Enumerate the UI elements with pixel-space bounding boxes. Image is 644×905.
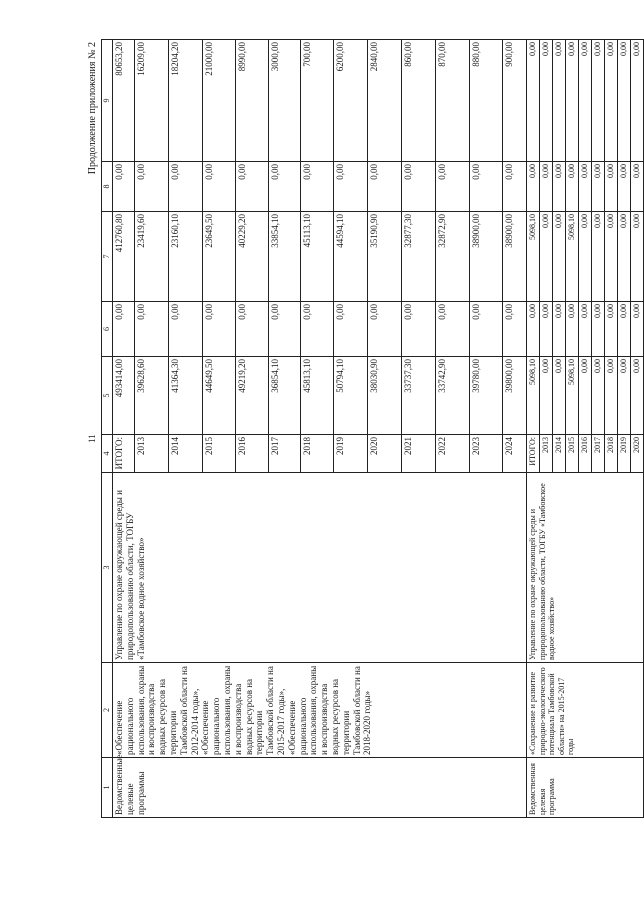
regional-cell: 412760,80 (113, 212, 135, 302)
extrabudget-cell: 0,00 (605, 40, 618, 162)
extrabudget-cell: 880,00 (470, 40, 503, 162)
federal-cell: 0,00 (470, 302, 503, 357)
extrabudget-cell: 0,00 (553, 40, 566, 162)
total-cell: 0,00 (618, 357, 631, 435)
extrabudget-cell: 8990,00 (236, 40, 269, 162)
extrabudget-cell: 0,00 (592, 40, 605, 162)
regional-cell: 0,00 (553, 212, 566, 302)
budget-table (101, 39, 644, 818)
regional-cell: 40229,20 (236, 212, 269, 302)
year-cell: 2016 (236, 435, 269, 473)
extrabudget-cell: 2840,00 (368, 40, 402, 162)
local-cell: 0,00 (135, 162, 169, 212)
local-cell: 0,00 (592, 162, 605, 212)
total-cell: 0,00 (579, 357, 592, 435)
extrabudget-cell: 900,00 (503, 40, 527, 162)
column-header: 7 (102, 212, 113, 302)
extrabudget-cell: 700,00 (301, 40, 334, 162)
local-cell: 0,00 (470, 162, 503, 212)
regional-cell: 0,00 (579, 212, 592, 302)
year-cell: 2017 (592, 435, 605, 473)
federal-cell: 0,00 (631, 302, 644, 357)
total-cell: 38030,90 (368, 357, 402, 435)
table-row (113, 40, 135, 818)
year-cell: 2015 (203, 435, 236, 473)
regional-cell: 23419,60 (135, 212, 169, 302)
federal-cell: 0,00 (540, 302, 553, 357)
total-cell: 39800,00 (503, 357, 527, 435)
total-cell: 0,00 (592, 357, 605, 435)
year-cell: 2020 (368, 435, 402, 473)
local-cell: 0,00 (236, 162, 269, 212)
federal-cell: 0,00 (503, 302, 527, 357)
total-cell: 0,00 (540, 357, 553, 435)
total-cell: 33737,30 (402, 357, 436, 435)
federal-cell: 0,00 (203, 302, 236, 357)
extrabudget-cell: 0,00 (527, 40, 540, 162)
federal-cell: 0,00 (269, 302, 301, 357)
regional-cell: 32872,90 (436, 212, 470, 302)
regional-cell: 0,00 (592, 212, 605, 302)
local-cell: 0,00 (402, 162, 436, 212)
regional-cell: 23649,50 (203, 212, 236, 302)
extrabudget-cell: 860,00 (402, 40, 436, 162)
local-cell: 0,00 (579, 162, 592, 212)
extrabudget-cell: 6200,00 (334, 40, 368, 162)
extrabudget-cell: 0,00 (566, 40, 579, 162)
year-cell: 2024 (503, 435, 527, 473)
regional-cell: 0,00 (618, 212, 631, 302)
year-cell: 2019 (334, 435, 368, 473)
total-cell: 39780,00 (470, 357, 503, 435)
local-cell: 0,00 (436, 162, 470, 212)
year-cell: 2020 (631, 435, 644, 473)
total-cell: 0,00 (553, 357, 566, 435)
year-cell: 2018 (301, 435, 334, 473)
extrabudget-cell: 16209,00 (135, 40, 169, 162)
table-row (527, 40, 540, 818)
extrabudget-cell: 0,00 (579, 40, 592, 162)
federal-cell: 0,00 (135, 302, 169, 357)
total-cell: 39628,60 (135, 357, 169, 435)
federal-cell: 0,00 (113, 302, 135, 357)
column-header: 1 (102, 758, 113, 818)
extrabudget-cell: 870,00 (436, 40, 470, 162)
extrabudget-cell: 3000,00 (269, 40, 301, 162)
local-cell: 0,00 (269, 162, 301, 212)
category-cell: Ведомственная целевая программа (527, 758, 644, 818)
total-cell: 49219,20 (236, 357, 269, 435)
regional-cell: 38900,00 (503, 212, 527, 302)
federal-cell: 0,00 (402, 302, 436, 357)
regional-cell: 23160,10 (169, 212, 203, 302)
federal-cell: 0,00 (436, 302, 470, 357)
program-name-cell: «Обеспечение рационального использования, охраны и воспроизводства водных ресурсов на территории Тамбовской области на 2012-2014 годы», «Обеспечение рационального использования, охраны и воспроизводства водных ресурсов на территории Тамбовской области на 2015-2017 годы», «Обеспечение рационального использования, охраны и воспроизводства водных ресурсов на территории Тамбовской области на 2018-2020 годы» (113, 663, 527, 758)
extrabudget-cell: 21000,00 (203, 40, 236, 162)
regional-cell: 32877,30 (402, 212, 436, 302)
local-cell: 0,00 (113, 162, 135, 212)
total-cell: 493414,00 (113, 357, 135, 435)
extrabudget-cell: 0,00 (631, 40, 644, 162)
continuation-caption: Продолжение приложения № 2 (87, 42, 98, 175)
total-cell: 41364,30 (169, 357, 203, 435)
column-header: 8 (102, 162, 113, 212)
federal-cell: 0,00 (368, 302, 402, 357)
local-cell: 0,00 (368, 162, 402, 212)
total-cell: 0,00 (631, 357, 644, 435)
year-cell: 2016 (579, 435, 592, 473)
local-cell: 0,00 (631, 162, 644, 212)
regional-cell: 5098,10 (566, 212, 579, 302)
year-cell: 2017 (269, 435, 301, 473)
federal-cell: 0,00 (579, 302, 592, 357)
year-cell: 2022 (436, 435, 470, 473)
category-cell: Ведомственные целевые программы (113, 758, 527, 818)
federal-cell: 0,00 (301, 302, 334, 357)
local-cell: 0,00 (540, 162, 553, 212)
year-cell: 2014 (169, 435, 203, 473)
total-cell: 0,00 (605, 357, 618, 435)
program-name-cell: «Сохранение и развитие природно-экологического потенциала Тамбовской области» на 2015-2017 годы (527, 663, 644, 758)
column-header: 9 (102, 40, 113, 162)
year-cell: ИТОГО: (527, 435, 540, 473)
federal-cell: 0,00 (618, 302, 631, 357)
column-header: 6 (102, 302, 113, 357)
extrabudget-cell: 80653,20 (113, 40, 135, 162)
regional-cell: 0,00 (605, 212, 618, 302)
regional-cell: 0,00 (540, 212, 553, 302)
regional-cell: 5098,10 (527, 212, 540, 302)
local-cell: 0,00 (169, 162, 203, 212)
regional-cell: 35190,90 (368, 212, 402, 302)
federal-cell: 0,00 (566, 302, 579, 357)
local-cell: 0,00 (301, 162, 334, 212)
regional-cell: 45113,10 (301, 212, 334, 302)
year-cell: 2021 (402, 435, 436, 473)
local-cell: 0,00 (527, 162, 540, 212)
regional-cell: 44594,10 (334, 212, 368, 302)
local-cell: 0,00 (503, 162, 527, 212)
federal-cell: 0,00 (592, 302, 605, 357)
year-cell: 2014 (553, 435, 566, 473)
year-cell: 2013 (540, 435, 553, 473)
extrabudget-cell: 0,00 (618, 40, 631, 162)
total-cell: 5098,10 (566, 357, 579, 435)
page-number: 11 (87, 434, 97, 443)
extrabudget-cell: 0,00 (540, 40, 553, 162)
regional-cell: 33854,10 (269, 212, 301, 302)
local-cell: 0,00 (605, 162, 618, 212)
regional-cell: 0,00 (631, 212, 644, 302)
executor-cell: Управление по охране окружающей среды и природопользованию области, ТОГБУ «Тамбовское водное хозяйство» (527, 473, 644, 663)
total-cell: 36854,10 (269, 357, 301, 435)
federal-cell: 0,00 (334, 302, 368, 357)
total-cell: 5098,10 (527, 357, 540, 435)
local-cell: 0,00 (566, 162, 579, 212)
extrabudget-cell: 18204,20 (169, 40, 203, 162)
total-cell: 50794,10 (334, 357, 368, 435)
total-cell: 33742,90 (436, 357, 470, 435)
regional-cell: 38900,00 (470, 212, 503, 302)
year-cell: 2019 (618, 435, 631, 473)
federal-cell: 0,00 (169, 302, 203, 357)
column-header: 5 (102, 357, 113, 435)
rotated-page (87, 40, 641, 818)
year-cell: 2013 (135, 435, 169, 473)
federal-cell: 0,00 (553, 302, 566, 357)
total-cell: 44649,50 (203, 357, 236, 435)
local-cell: 0,00 (618, 162, 631, 212)
year-cell: 2015 (566, 435, 579, 473)
federal-cell: 0,00 (236, 302, 269, 357)
column-header: 4 (102, 435, 113, 473)
executor-cell: Управление по охране окружающей среды и природопользованию области, ТОГБУ «Тамбовское водное хозяйство» (113, 473, 527, 663)
federal-cell: 0,00 (527, 302, 540, 357)
local-cell: 0,00 (553, 162, 566, 212)
local-cell: 0,00 (203, 162, 236, 212)
column-header: 3 (102, 473, 113, 663)
total-cell: 45813,10 (301, 357, 334, 435)
year-cell: 2018 (605, 435, 618, 473)
local-cell: 0,00 (334, 162, 368, 212)
column-header: 2 (102, 663, 113, 758)
federal-cell: 0,00 (605, 302, 618, 357)
year-cell: ИТОГО: (113, 435, 135, 473)
column-number-row (102, 40, 113, 818)
year-cell: 2023 (470, 435, 503, 473)
